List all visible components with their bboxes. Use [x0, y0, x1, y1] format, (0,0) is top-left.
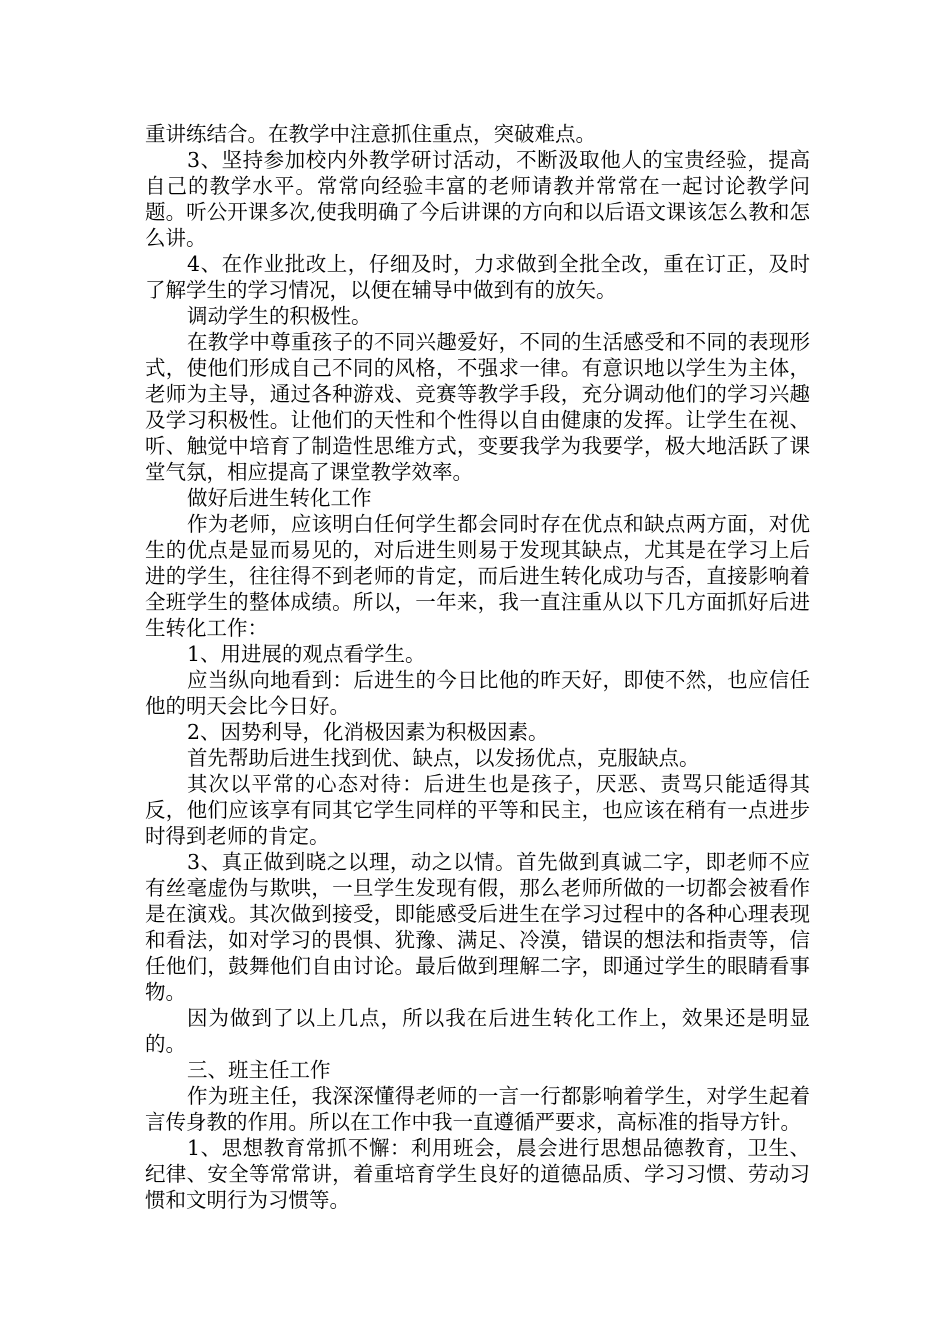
paragraph-item-4-homework: 4、在作业批改上，仔细及时，力求做到全批全改，重在订正，及时了解学生的学习情况，以便在辅导中做到有的放矢。	[145, 252, 810, 302]
section-heading-class-teacher: 三、班主任工作	[187, 1058, 331, 1082]
paragraph-item-3-research: 3、坚持参加校内外教学研讨活动，不断汲取他人的宝贵经验，提高自己的教学水平。常常向经验丰富的老师请教并常常在一起讨论教学问题。听公开课多次,使我明确了今后讲课的方向和以后语文课该怎么教和怎么讲。	[145, 148, 810, 250]
paragraph-point-2-detail-b: 其次以平常的心态对待：后进生也是孩子，厌恶、责骂只能适得其反，他们应该享有同其它学生同样的平等和民主，也应该在稍有一点进步时得到老师的肯定。	[145, 772, 810, 848]
paragraph-conclusion: 因为做到了以上几点，所以我在后进生转化工作上，效果还是明显的。	[145, 1006, 810, 1056]
paragraph-point-2-detail-a: 首先帮助后进生找到优、缺点，以发扬优点，克服缺点。	[187, 746, 700, 770]
section-heading-motivation: 调动学生的积极性。	[187, 304, 372, 328]
paragraph-class-teacher-intro: 作为班主任，我深深懂得老师的一言一行都影响着学生，对学生起着言传身教的作用。所以在工作中我一直遵循严要求，高标准的指导方针。	[145, 1084, 810, 1134]
paragraph-point-2: 2、因势利导，化消极因素为积极因素。	[187, 720, 549, 744]
document-body	[145, 121, 810, 1213]
paragraph-point-3: 3、真正做到晓之以理，动之以情。首先做到真诚二字，即老师不应有丝毫虚伪与欺哄，一旦学生发现有假，那么老师所做的一切都会被看作是在演戏。其次做到接受，即能感受后进生在学习过程中的各种心理表现和看法，如对学习的畏惧、犹豫、满足、冷漠，错误的想法和指责等，信任他们，鼓舞他们自由讨论。最后做到理解二字，即通过学生的眼睛看事物。	[145, 850, 810, 1004]
section-heading-underachievers: 做好后进生转化工作	[187, 486, 372, 510]
paragraph-underachievers-intro: 作为老师，应该明白任何学生都会同时存在优点和缺点两方面，对优生的优点是显而易见的，对后进生则易于发现其缺点，尤其是在学习上后进的学生，往往得不到老师的肯定，而后进生转化成功与否，直接影响着全班学生的整体成绩。所以，一年来，我一直注重从以下几方面抓好后进生转化工作：	[145, 512, 810, 640]
paragraph-point-1: 1、用进展的观点看学生。	[187, 642, 426, 666]
paragraph-point-1-detail: 应当纵向地看到：后进生的今日比他的昨天好，即使不然，也应信任他的明天会比今日好。	[145, 668, 810, 718]
paragraph-class-teacher-point-1: 1、思想教育常抓不懈：利用班会，晨会进行思想品德教育，卫生、纪律、安全等常常讲，着重培育学生良好的道德品质、学习习惯、劳动习惯和文明行为习惯等。	[145, 1136, 810, 1212]
paragraph-motivation: 在教学中尊重孩子的不同兴趣爱好，不同的生活感受和不同的表现形式，使他们形成自己不同的风格，不强求一律。有意识地以学生为主体，老师为主导，通过各种游戏、竞赛等教学手段，充分调动他们的学习兴趣及学习积极性。让他们的天性和个性得以自由健康的发挥。让学生在视、听、触觉中培育了制造性思维方式，变要我学为我要学，极大地活跃了课堂气氛，相应提高了课堂教学效率。	[145, 330, 810, 484]
paragraph-continuation: 重讲练结合。在教学中注意抓住重点，突破难点。	[145, 122, 596, 146]
